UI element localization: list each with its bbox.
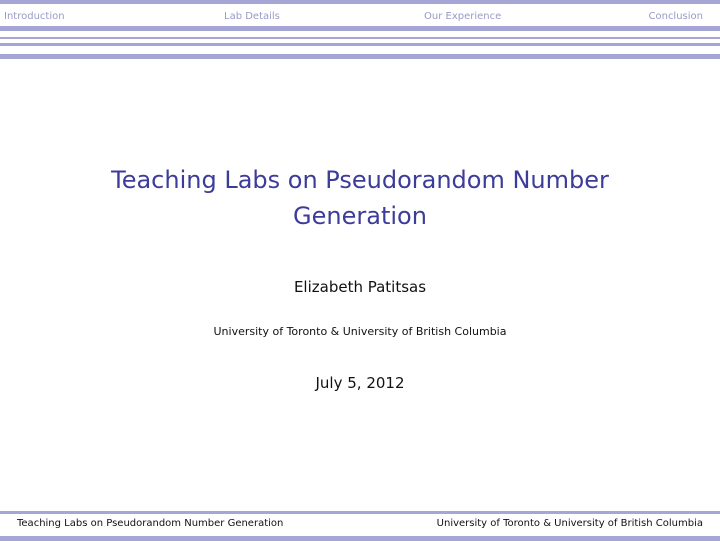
- section-navigation: [0, 4, 720, 26]
- nav-item-conclusion[interactable]: Conclusion: [648, 11, 703, 22]
- author-name: Elizabeth Patitsas: [293, 278, 427, 296]
- title-line-2: Generation: [293, 202, 427, 230]
- footer: [0, 514, 720, 536]
- nav-bottom-bar: [0, 26, 720, 31]
- institute: University of Toronto & University of British Columbia: [213, 325, 507, 338]
- presentation-title: [60, 162, 660, 234]
- nav-item-introduction[interactable]: Introduction: [4, 11, 65, 22]
- divider-rule: [0, 37, 720, 39]
- footer-institute: University of Toronto & University of British Columbia: [436, 518, 703, 529]
- header-bar: [0, 54, 720, 59]
- title-line-1: Teaching Labs on Pseudorandom Number: [111, 166, 609, 194]
- footer-title: Teaching Labs on Pseudorandom Number Generation: [17, 518, 284, 529]
- nav-item-our-experience[interactable]: Our Experience: [424, 11, 502, 22]
- presentation-date: July 5, 2012: [315, 374, 405, 392]
- nav-item-lab-details[interactable]: Lab Details: [224, 11, 280, 22]
- footer-bottom-bar: [0, 536, 720, 541]
- divider-rule: [0, 43, 720, 46]
